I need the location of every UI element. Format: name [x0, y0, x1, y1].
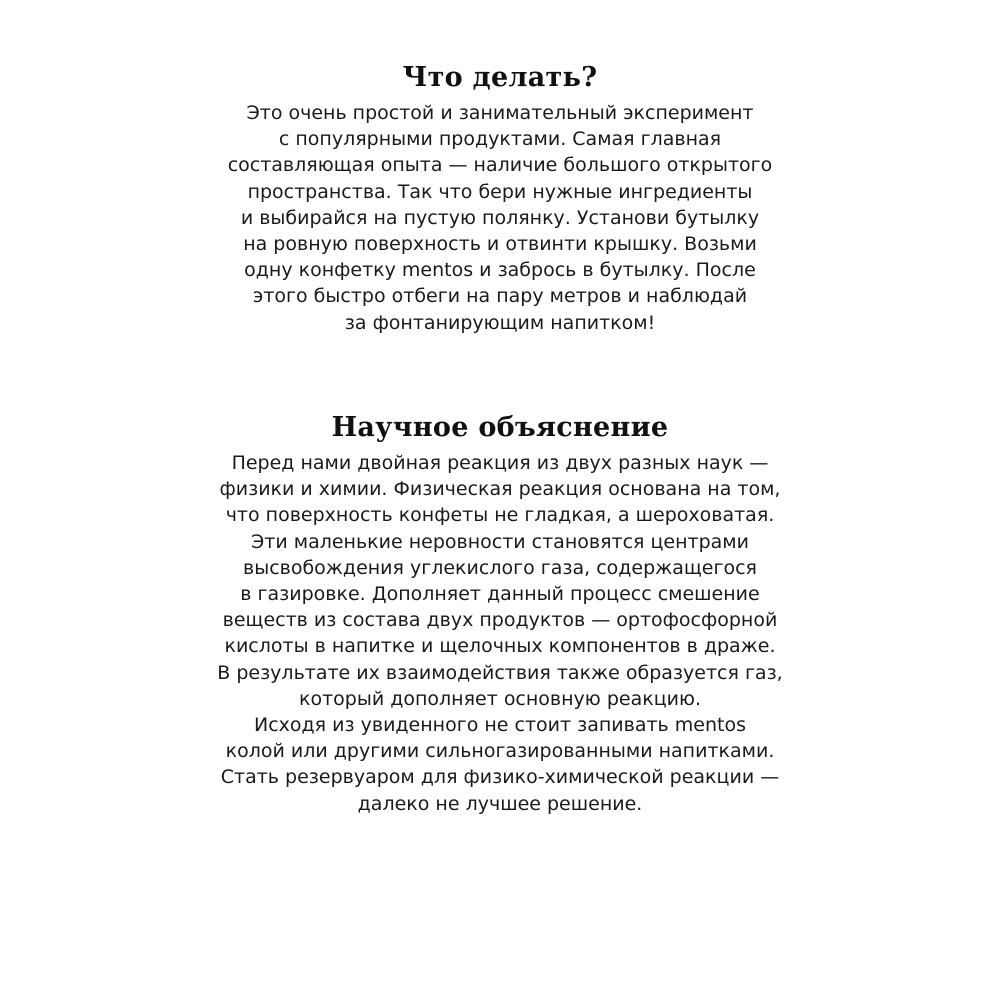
text-line: В результате их взаимодействия также образуется газ,	[217, 661, 783, 684]
text-line: который дополняет основную реакцию.	[298, 687, 702, 710]
section-heading-scientific-explanation: Научное объяснение	[331, 412, 669, 443]
text-line: за фонтанирующим напитком!	[344, 311, 656, 334]
text-line: Стать резервуаром для физико-химической реакции —	[220, 766, 780, 789]
text-line: на ровную поверхность и отвинти крышку. Возьми	[243, 233, 757, 256]
text-line: и выбирайся на пустую полянку. Установи бутылку	[240, 206, 760, 229]
text-line: что поверхность конфеты не гладкая, а шероховатая.	[225, 504, 775, 527]
text-line: с популярными продуктами. Самая главная	[278, 128, 722, 151]
text-line: этого быстро отбеги на пару метров и наблюдай	[252, 285, 748, 308]
explanation-paragraph	[150, 450, 850, 817]
text-line: Эти маленькие неровности становятся центрами	[251, 530, 749, 553]
text-line: далеко не лучшее решение.	[357, 792, 643, 815]
instructions-paragraph	[150, 100, 850, 336]
text-line: физики и химии. Физическая реакция основана на том,	[219, 478, 781, 501]
section-scientific-explanation	[150, 410, 850, 817]
text-line: одну конфетку mentos и забрось в бутылку. После	[244, 259, 756, 282]
section-heading-what-to-do: Что делать?	[402, 62, 598, 93]
section-what-to-do	[150, 60, 850, 336]
text-line: составляющая опыта — наличие большого открытого	[227, 154, 773, 177]
text-line: кислоты в напитке и щелочных компонентов в драже.	[224, 635, 776, 658]
text-line: высвобождения углекислого газа, содержащегося	[243, 556, 757, 579]
text-line: Исходя из увиденного не стоит запивать mentos	[254, 714, 746, 737]
text-line: веществ из состава двух продуктов — ортофосфорной	[222, 609, 778, 632]
text-line: в газировке. Дополняет данный процесс смешение	[240, 583, 760, 606]
text-line: пространства. Так что бери нужные ингредиенты	[247, 180, 753, 203]
text-line: колой или другими сильногазированными напитками.	[225, 740, 775, 763]
text-line: Перед нами двойная реакция из двух разных наук —	[231, 452, 769, 474]
text-line: Это очень простой и занимательный эксперимент	[246, 102, 754, 124]
